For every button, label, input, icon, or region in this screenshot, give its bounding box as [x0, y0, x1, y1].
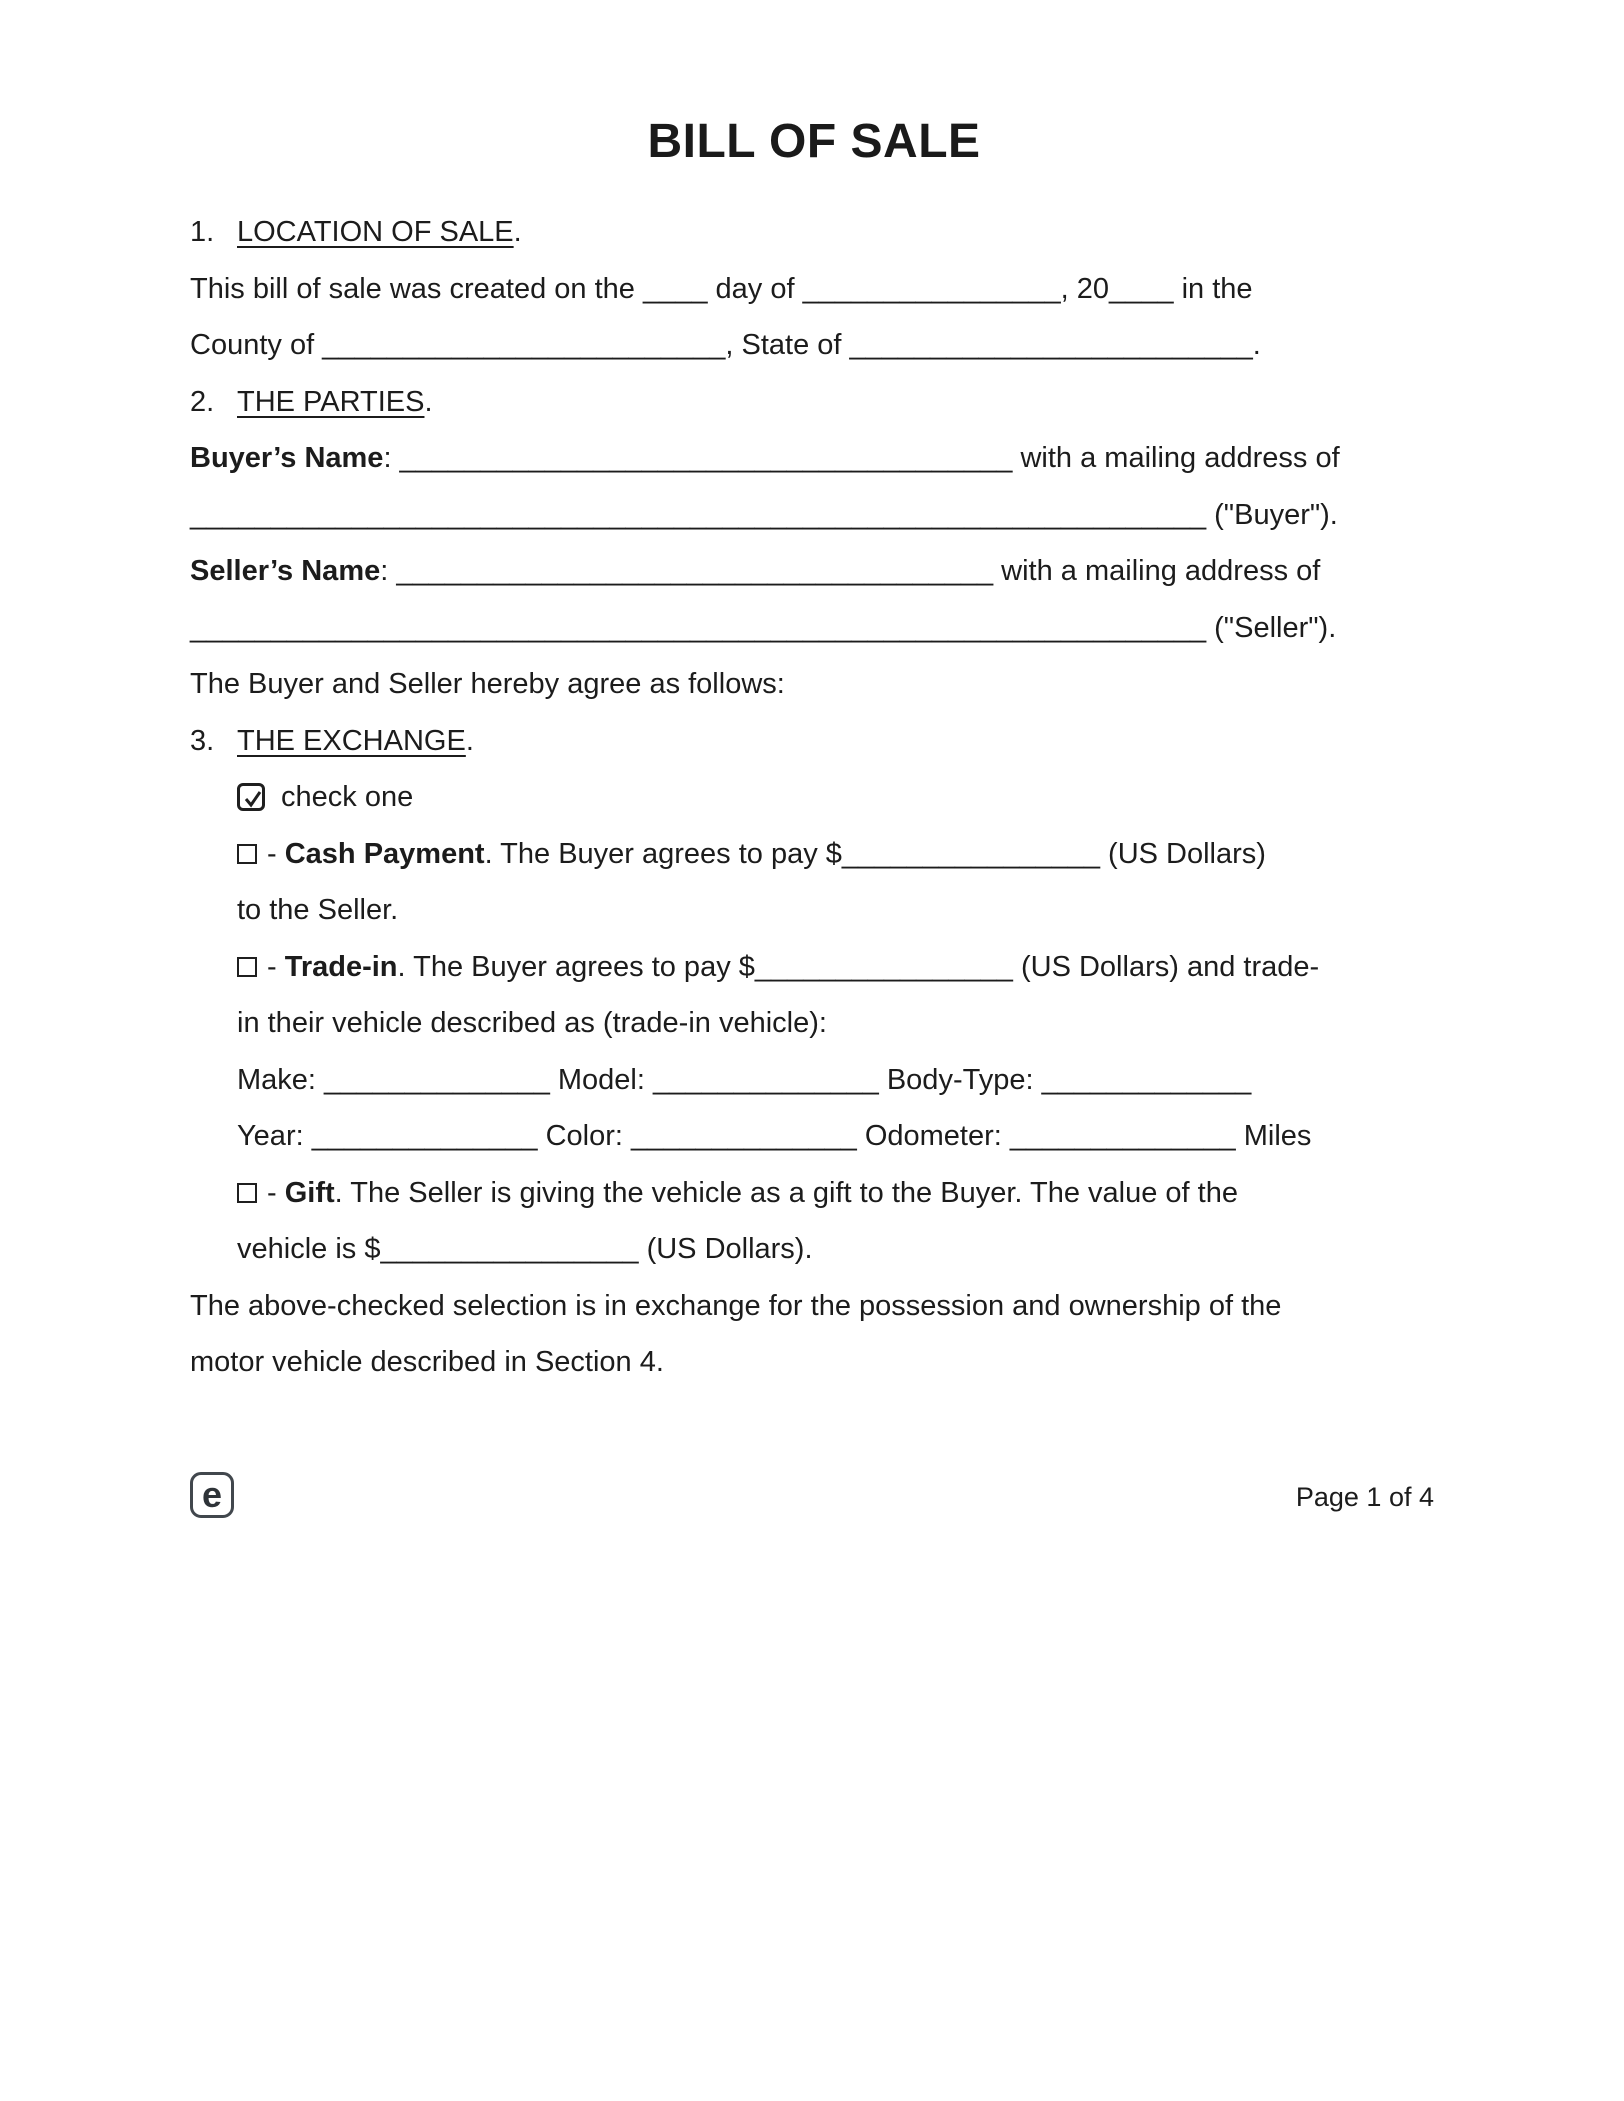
- cash-payment-text: . The Buyer agrees to pay $________________ (US Dollars): [484, 837, 1266, 870]
- buyer-address-line: _______________________________________________________________ ("Buyer").: [190, 498, 1338, 531]
- eforms-logo: [190, 1472, 234, 1518]
- cash-payment-line: [190, 826, 1438, 883]
- closing-line-2: motor vehicle described in Section 4.: [190, 1346, 664, 1378]
- buyer-name-blank: : ______________________________________ with a mailing address of: [383, 442, 1340, 474]
- section-3-heading: [190, 713, 1438, 770]
- section-2-number: 2.: [190, 385, 215, 418]
- agreement-intro-line: The Buyer and Seller hereby agree as follows:: [190, 668, 785, 700]
- gift-checkbox-icon[interactable]: [237, 1183, 257, 1203]
- trade-in-text: . The Buyer agrees to pay $________________ (US Dollars) and trade-: [397, 950, 1320, 983]
- check-one-line: [190, 769, 1438, 826]
- cash-checkbox-icon[interactable]: [237, 844, 257, 864]
- checked-checkbox-icon[interactable]: [237, 783, 265, 811]
- cash-dash: -: [267, 837, 285, 870]
- document-content: [190, 112, 1438, 1391]
- gift-line: [190, 1165, 1438, 1222]
- section-2-heading: [190, 374, 1438, 431]
- seller-name-label: Seller’s Name: [190, 555, 381, 587]
- check-mark-icon: [241, 787, 265, 811]
- section-3-number: 3.: [190, 724, 215, 757]
- gift-label: Gift: [284, 1176, 335, 1209]
- check-one-label: check one: [281, 781, 414, 813]
- document-title: BILL OF SALE: [647, 115, 981, 168]
- closing-line-1: The above-checked selection is in exchange for the possession and ownership of the: [190, 1289, 1282, 1322]
- gift-text: . The Seller is giving the vehicle as a gift to the Buyer. The value of the: [334, 1176, 1238, 1209]
- location-sale-line-2: County of _________________________, State of _________________________.: [190, 329, 1261, 361]
- cash-payment-label: Cash Payment: [284, 837, 485, 870]
- trade-in-dash: -: [267, 950, 285, 983]
- buyer-name-line: [190, 430, 1438, 487]
- cash-payment-line-2: to the Seller.: [237, 894, 399, 926]
- gift-line-2: vehicle is $________________ (US Dollars).: [237, 1233, 813, 1265]
- section-1-heading: [190, 204, 1438, 261]
- section-1-title: LOCATION OF SALE: [237, 216, 514, 248]
- seller-name-line: [190, 543, 1438, 600]
- page-footer: [190, 1470, 1434, 1530]
- trade-in-label: Trade-in: [284, 950, 398, 983]
- vehicle-detail-line-2: Year: ______________ Color: ______________ Odometer: ______________ Miles: [237, 1120, 1312, 1152]
- section-1-period: .: [513, 216, 522, 248]
- section-3-title: THE EXCHANGE: [237, 724, 466, 757]
- page-number-label: Page 1 of 4: [1295, 1482, 1434, 1512]
- section-2-period: .: [424, 385, 433, 418]
- trade-in-line-2: in their vehicle described as (trade-in vehicle):: [237, 1007, 827, 1039]
- section-1-number: 1.: [190, 216, 215, 248]
- seller-address-line: _______________________________________________________________ ("Seller").: [190, 611, 1337, 644]
- section-3-period: .: [465, 724, 474, 757]
- seller-name-blank: : _____________________________________ with a mailing address of: [380, 555, 1321, 587]
- trade-in-line: [190, 939, 1438, 996]
- buyer-name-label: Buyer’s Name: [190, 442, 384, 474]
- gift-dash: -: [267, 1176, 285, 1209]
- vehicle-detail-line-1: Make: ______________ Model: ______________ Body-Type: _____________: [237, 1063, 1252, 1096]
- eforms-logo-letter: e: [201, 1474, 223, 1515]
- trade-in-checkbox-icon[interactable]: [237, 957, 257, 977]
- section-2-title: THE PARTIES: [237, 385, 425, 418]
- location-sale-line-1: This bill of sale was created on the ____ day of ________________, 20____ in the: [190, 272, 1253, 305]
